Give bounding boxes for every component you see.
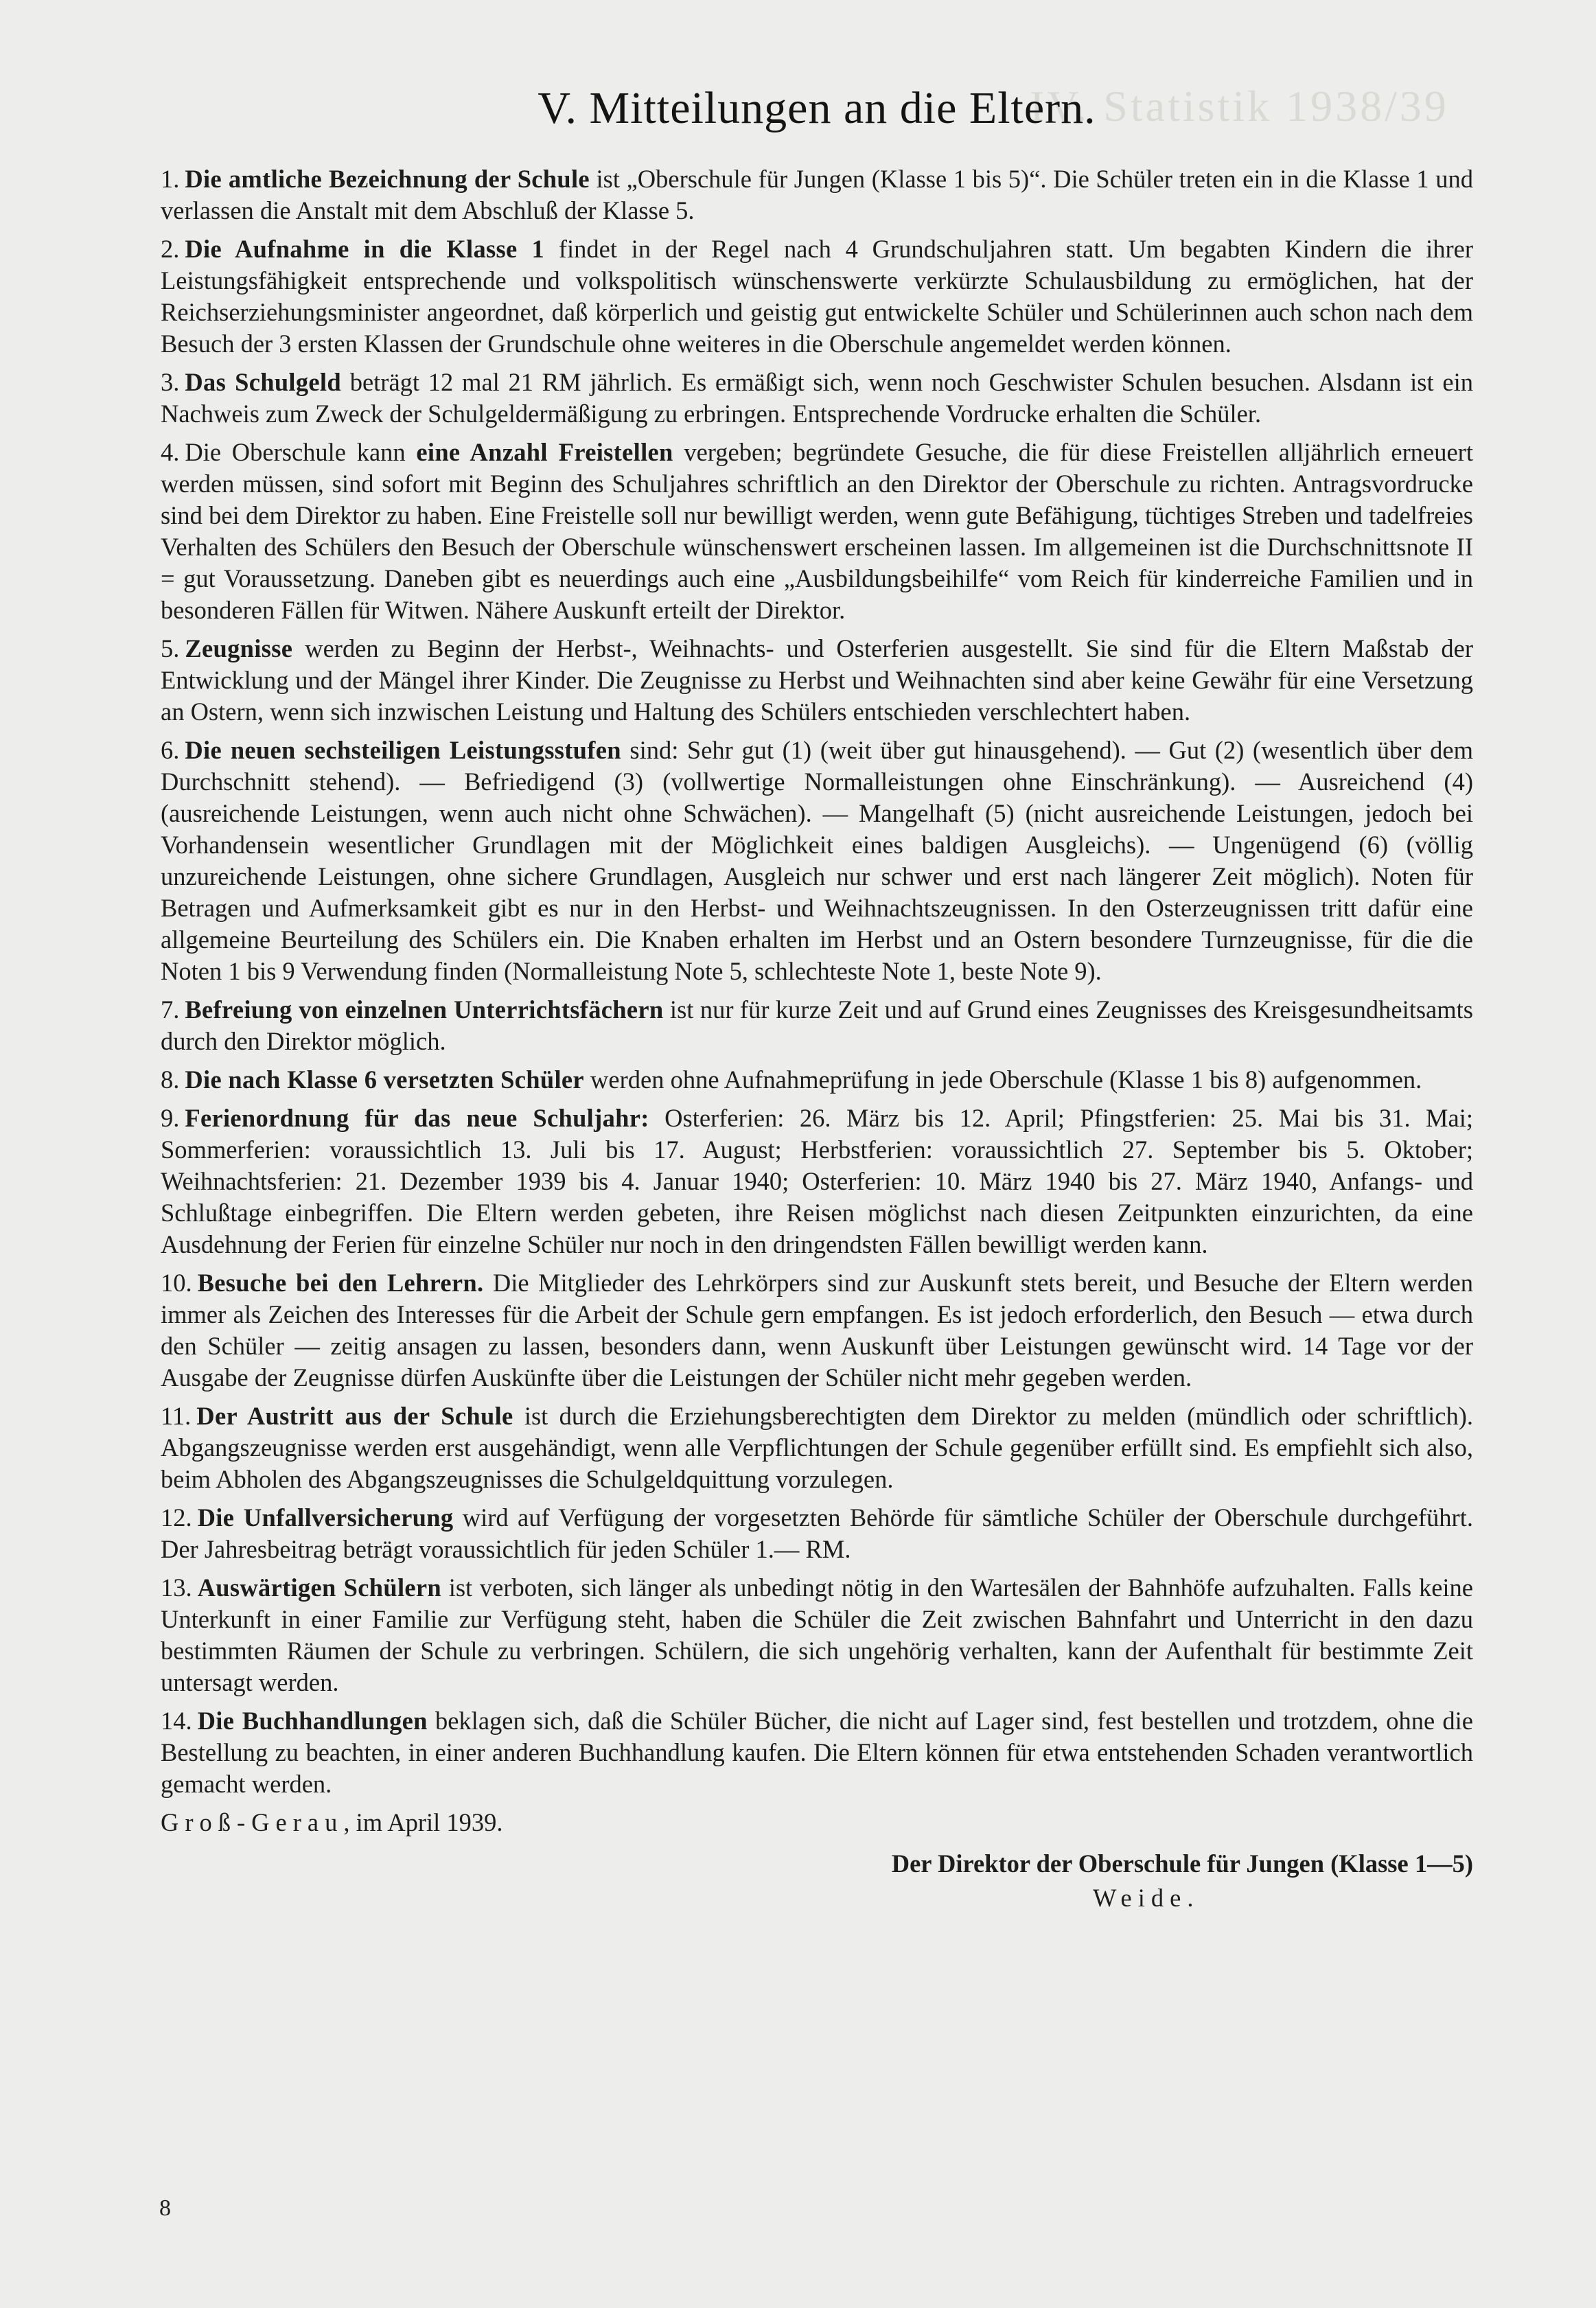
- item-heading: Das Schulgeld: [185, 368, 341, 396]
- item-number: 5.: [161, 634, 180, 662]
- item-heading: Die Buchhandlungen: [197, 1707, 428, 1735]
- notice-item: [161, 994, 1473, 1057]
- page-title: V. Mitteilungen an die Eltern.: [537, 83, 1096, 133]
- item-heading: Ferienordnung für das neue Schuljahr:: [185, 1104, 649, 1132]
- item-text: ist durch die Erziehungsberechtigten dem Direktor zu melden (mündlich oder schriftlich). Abgangszeugnisse werden erst ausgehändigt, wenn alle Verpflichtungen der Schule gegenüber erfüllt sind. Es empfiehlt sich also, beim Abholen des Abgangszeugnisses die Schulgeldquittung vorzulegen.: [161, 1402, 1473, 1493]
- notice-item: [161, 1502, 1473, 1565]
- notice-item: [161, 633, 1473, 728]
- item-text: ist nur für kurze Zeit und auf Grund eines Zeugnisses des Kreisgesundheitsamts durch den Direktor möglich.: [161, 995, 1473, 1055]
- item-text-prefix: Die Oberschule kann: [185, 438, 417, 466]
- item-heading: Besuche bei den Lehrern.: [197, 1269, 484, 1297]
- item-text: findet in der Regel nach 4 Grundschuljahren statt. Um begabten Kindern die ihrer Leistungsfähigkeit entsprechende und volkspolitisch wünschenswerte verkürzte Schulausbildung zu ermöglichen, hat der Reichserziehungsminister angeordnet, daß körperlich und geistig gut entwickelte Schüler und Schülerinnen auch schon nach dem Besuch der 3 ersten Klassen der Grundschule ohne weiteres in die Oberschule angemeldet werden können.: [161, 235, 1473, 358]
- item-number: 7.: [161, 995, 180, 1024]
- notice-item: [161, 1400, 1473, 1495]
- item-heading: eine Anzahl Freistellen: [416, 438, 673, 466]
- item-number: 9.: [161, 1104, 180, 1132]
- item-text: ist „Oberschule für Jungen (Klasse 1 bis 5)“. Die Schüler treten ein in die Klasse 1 und verlassen die Anstalt mit dem Abschluß der Klasse 5.: [161, 165, 1473, 224]
- item-heading: Zeugnisse: [185, 634, 293, 662]
- item-heading: Befreiung von einzelnen Unterrichtsfächern: [185, 995, 664, 1024]
- item-heading: Die nach Klasse 6 versetzten Schüler: [185, 1065, 584, 1094]
- notice-item: [161, 735, 1473, 987]
- notice-item: [161, 1572, 1473, 1698]
- notice-item: [161, 367, 1473, 430]
- item-text: ist verboten, sich länger als unbedingt nötig in den Wartesälen der Bahnhöfe aufzuhalten. Falls keine Unterkunft in einer Familie zur Verfügung steht, haben die Schüler die Zeit zwischen Bahnfahrt und Unterricht in den dazu bestimmten Räumen der Schule zu verbringen. Schülern, die sich ungehörig verhalten, kann der Aufenthalt für bestimmte Zeit untersagt werden.: [161, 1573, 1473, 1696]
- item-number: 6.: [161, 736, 180, 764]
- bleed-through-text: IV. Statistik 1938/39: [1030, 82, 1449, 130]
- signature-block: [161, 1848, 1473, 1914]
- item-number: 12.: [161, 1503, 192, 1532]
- item-text: sind: Sehr gut (1) (weit über gut hinausgehend). — Gut (2) (wesentlich über dem Durchschnitt stehend). — Befriedigend (3) (vollwertige Normalleistungen ohne Einschränkung). — Ausreichend (4) (ausreichende Leistungen, wenn auch nicht ohne Schwächen). — Mangelhaft (5) (nicht ausreichende Leistungen, jedoch bei Vorhandensein wesentlicher Grundlagen mit der Möglichkeit eines baldigen Ausgleichs). — Ungenügend (6) (völlig unzureichende Leistungen, ohne sichere Grundlagen, Ausgleich nur schwer und erst nach längerer Zeit möglich). Noten für Betragen und Aufmerksamkeit gibt es nur in den Herbst- und Weihnachtszeugnissen. In den Osterzeugnissen tritt dafür eine allgemeine Beurteilung des Schülers ein. Die Knaben erhalten im Herbst und an Ostern besondere Turnzeugnisse, für die die Noten 1 bis 9 Verwendung finden (Normalleistung Note 5, schlechteste Note 1, beste Note 9).: [161, 736, 1473, 985]
- item-text: werden zu Beginn der Herbst-, Weihnachts- und Osterferien ausgestellt. Sie sind für die Eltern Maßstab der Entwicklung und der Mängel ihrer Kinder. Die Zeugnisse zu Herbst und Weihnachten sind aber keine Gewähr für eine Versetzung an Ostern, wenn sich inzwischen Leistung und Haltung des Schülers entschieden verschlechtert haben.: [161, 634, 1473, 726]
- item-number: 4.: [161, 438, 180, 466]
- place-date-line: [161, 1807, 1473, 1838]
- item-text: werden ohne Aufnahmeprüfung in jede Oberschule (Klasse 1 bis 8) aufgenommen.: [583, 1065, 1422, 1094]
- item-number: 3.: [161, 368, 180, 396]
- page-number: 8: [159, 2195, 171, 2221]
- item-number: 1.: [161, 165, 180, 193]
- item-text: wird auf Verfügung der vorgesetzten Behörde für sämtliche Schüler der Oberschule durchgeführt. Der Jahresbeitrag beträgt voraussichtlich für jeden Schüler 1.— RM.: [161, 1503, 1473, 1563]
- signature-title: Der Direktor der Oberschule für Jungen (Klasse 1—5): [891, 1849, 1473, 1878]
- notice-item: [161, 1267, 1473, 1394]
- item-text: vergeben; begründete Gesuche, die für diese Freistellen alljährlich erneuert werden müssen, sind sofort mit Beginn des Schuljahres schriftlich an den Direktor der Oberschule zu richten. Antragsvordrucke sind bei dem Direktor zu haben. Eine Freistelle soll nur bewilligt werden, wenn gute Befähigung, tüchtiges Streben und tadelfreies Verhalten des Schülers den Besuch der Oberschule wünschenswert erscheinen lassen. Im allgemeinen ist die Durchschnittsnote II = gut Voraussetzung. Daneben gibt es neuerdings auch eine „Ausbildungsbeihilfe“ vom Reich für kinderreiche Familien und in besonderen Fällen für Witwen. Nähere Auskunft erteilt der Direktor.: [161, 438, 1473, 624]
- document-page: [161, 82, 1473, 1914]
- item-number: 10.: [161, 1269, 192, 1297]
- notice-item: [161, 1103, 1473, 1260]
- notice-item: [161, 163, 1473, 227]
- item-number: 14.: [161, 1707, 192, 1735]
- item-text: beklagen sich, daß die Schüler Bücher, die nicht auf Lager sind, fest bestellen und trotzdem, ohne die Bestellung zu beachten, in einer anderen Buchhandlung kaufen. Die Eltern können für etwa entstehenden Schaden verantwortlich gemacht werden.: [161, 1707, 1473, 1798]
- item-heading: Die amtliche Bezeichnung der Schule: [185, 165, 590, 193]
- item-number: 13.: [161, 1573, 192, 1602]
- item-text: beträgt 12 mal 21 RM jährlich. Es ermäßigt sich, wenn noch Geschwister Schulen besuchen. Alsdann ist ein Nachweis zum Zweck der Schulgeldermäßigung zu erbringen. Entsprechende Vordrucke erhalten die Schüler.: [161, 368, 1473, 428]
- item-number: 2.: [161, 235, 180, 263]
- item-heading: Der Austritt aus der Schule: [196, 1402, 513, 1430]
- item-heading: Die Aufnahme in die Klasse 1: [185, 235, 545, 263]
- item-text: Die Mitglieder des Lehrkörpers sind zur Auskunft stets bereit, und Besuche der Eltern werden immer als Zeichen des Interesses für die Arbeit der Schule gern empfangen. Es ist jedoch erforderlich, den Besuch — etwa durch den Schüler — zeitig ansagen zu lassen, besonders dann, wenn Auskunft über Leistungen gewünscht wird. 14 Tage vor der Ausgabe der Zeugnisse dürfen Auskünfte über die Leistungen der Schüler nicht mehr gegeben werden.: [161, 1269, 1474, 1392]
- item-number: 8.: [161, 1065, 180, 1094]
- notice-item: [161, 1705, 1473, 1800]
- item-text: Osterferien: 26. März bis 12. April; Pfingstferien: 25. Mai bis 31. Mai; Sommerferien: voraussichtlich 13. Juli bis 17. August; Herbstferien: voraussichtlich 27. September bis 5. Oktober; Weihnachtsferien: 21. Dezember 1939 bis 4. Januar 1940; Osterferien: 10. März 1940 bis 27. März 1940, Anfangs- und Schlußtage einbegriffen. Die Eltern werden gebeten, ihre Reisen möglichst nach diesen Zeitpunkten einzurichten, da eine Ausdehnung der Ferien für einzelne Schüler nur noch in den dringendsten Fällen bewilligt werden kann.: [161, 1104, 1473, 1258]
- item-heading: Auswärtigen Schülern: [197, 1573, 441, 1602]
- item-number: 11.: [161, 1402, 192, 1430]
- notice-item: [161, 1064, 1473, 1096]
- notice-item: [161, 437, 1473, 626]
- item-heading: Die neuen sechsteiligen Leistungsstufen: [185, 736, 621, 764]
- notice-list: [161, 163, 1473, 1800]
- date: , im April 1939.: [343, 1808, 503, 1836]
- item-heading: Die Unfallversicherung: [197, 1503, 454, 1532]
- notice-item: [161, 233, 1473, 360]
- place: Groß-Gerau: [161, 1808, 344, 1836]
- signer-name: Weide.: [1093, 1884, 1200, 1912]
